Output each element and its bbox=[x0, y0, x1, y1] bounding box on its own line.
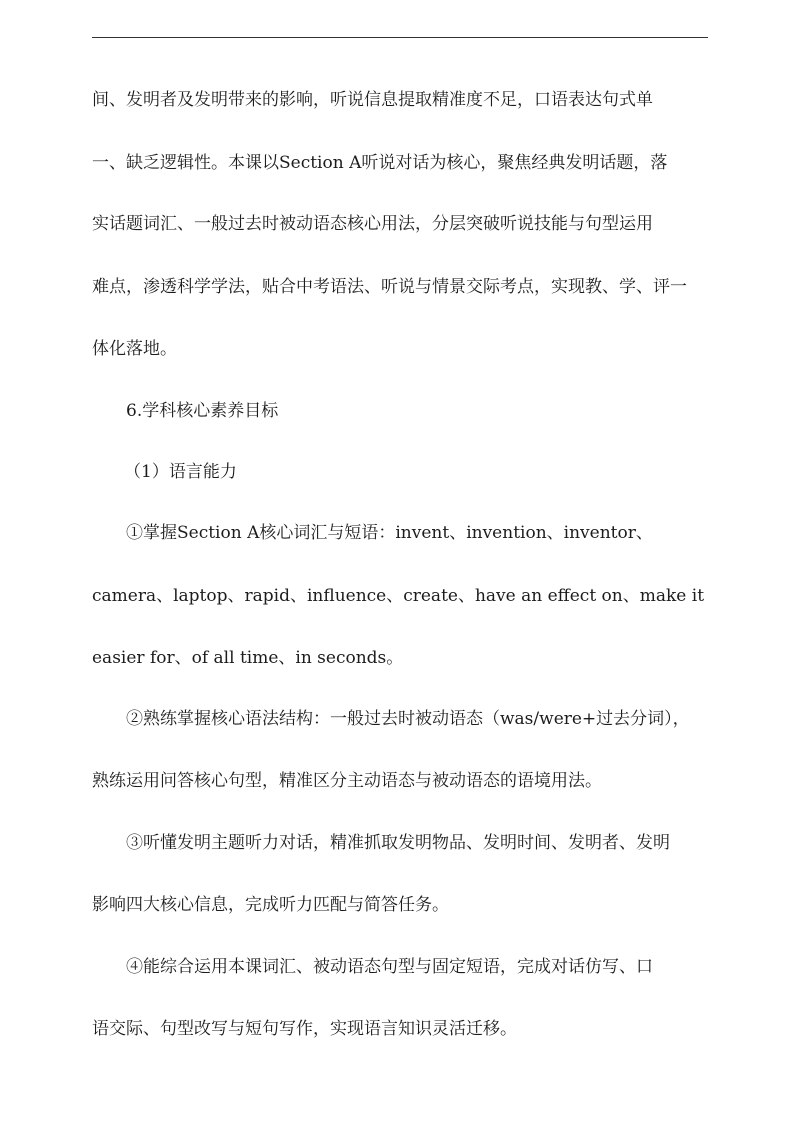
body-line-1: 间、发明者及发明带来的影响，听说信息提取精准度不足，口语表达句式单 bbox=[92, 90, 653, 110]
item-1-line-3: easier for、of all time、in seconds。 bbox=[92, 648, 404, 668]
header-rule bbox=[92, 37, 708, 38]
body-line-3: 实话题词汇、一般过去时被动语态核心用法，分层突破听说技能与句型运用 bbox=[92, 214, 653, 234]
subsection-heading: （1）语言能力 bbox=[124, 462, 237, 482]
body-line-4: 难点，渗透科学学法，贴合中考语法、听说与情景交际考点，实现教、学、评一 bbox=[92, 277, 687, 297]
body-line-2: 一、缺乏逻辑性。本课以Section A听说对话为核心，聚焦经典发明话题，落 bbox=[92, 153, 668, 173]
body-line-5: 体化落地。 bbox=[92, 339, 177, 359]
item-2-line-2: 熟练运用问答核心句型，精准区分主动语态与被动语态的语境用法。 bbox=[92, 771, 602, 791]
item-3-line-1: ③听懂发明主题听力对话，精准抓取发明物品、发明时间、发明者、发明 bbox=[126, 833, 670, 853]
item-2-line-1: ②熟练掌握核心语法结构：一般过去时被动语态（was/were+过去分词）， bbox=[126, 709, 690, 729]
section-heading: 6.学科核心素养目标 bbox=[126, 401, 279, 421]
item-1-line-1: ①掌握Section A核心词汇与短语：invent、invention、inventor、 bbox=[126, 523, 653, 543]
item-4-line-2: 语交际、句型改写与短句写作，实现语言知识灵活迁移。 bbox=[92, 1019, 517, 1039]
item-1-line-2: camera、laptop、rapid、influence、create、have an effect on、make it bbox=[92, 586, 705, 606]
item-4-line-1: ④能综合运用本课词汇、被动语态句型与固定短语，完成对话仿写、口 bbox=[126, 957, 653, 977]
item-3-line-2: 影响四大核心信息，完成听力匹配与简答任务。 bbox=[92, 895, 449, 915]
